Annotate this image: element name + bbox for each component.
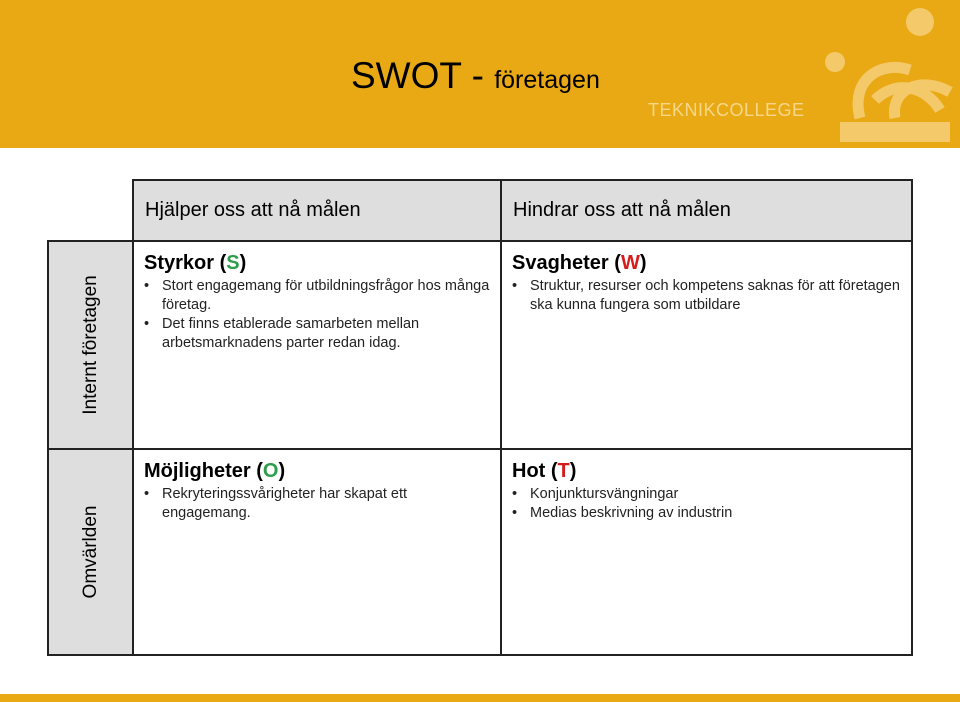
weaknesses-cell xyxy=(500,240,913,450)
weaknesses-letter: W xyxy=(620,252,640,274)
strengths-cell xyxy=(132,240,502,450)
list-item: • Struktur, resurser och kompetens saknas för att företagen ska kunna fungera som utbildare xyxy=(512,277,901,315)
list-item: • Rekryteringssvårigheter har skapat ett engagemang. xyxy=(144,485,490,523)
list-item: • Det finns etablerade samarbeten mellan arbetsmarknadens parter redan idag. xyxy=(144,315,490,353)
title-sub: företagen xyxy=(494,66,600,94)
strengths-title xyxy=(144,251,490,275)
list-item: • Konjunktursvängningar xyxy=(512,485,901,504)
weaknesses-title-post: ) xyxy=(639,252,647,274)
strengths-title-post: ) xyxy=(239,252,247,274)
opportunities-list xyxy=(144,485,490,523)
list-item: • Medias beskrivning av industrin xyxy=(512,504,901,523)
brand-text: TEKNIKCOLLEGE xyxy=(648,100,805,120)
strengths-list xyxy=(144,277,490,353)
opportunities-title-post: ) xyxy=(278,460,286,482)
strengths-letter: S xyxy=(226,252,240,274)
weaknesses-title-pre: Svagheter ( xyxy=(512,252,621,274)
column-header-hinders-label: Hindrar oss att nå målen xyxy=(513,199,731,221)
opportunities-cell xyxy=(132,448,502,656)
threats-title-post: ) xyxy=(569,460,577,482)
opportunities-title-pre: Möjligheter ( xyxy=(144,460,263,482)
strengths-title-pre: Styrkor ( xyxy=(144,252,227,274)
opportunities-title xyxy=(144,459,490,483)
list-item: • Stort engagemang för utbildningsfrågor hos många företag. xyxy=(144,277,490,315)
header-banner xyxy=(0,0,960,148)
footer-bar xyxy=(0,694,960,702)
threats-title-pre: Hot ( xyxy=(512,460,558,482)
column-header-hinders xyxy=(500,179,913,242)
opportunities-letter: O xyxy=(262,460,279,482)
weaknesses-list xyxy=(512,277,901,315)
slide-title xyxy=(351,55,600,97)
column-header-helps xyxy=(132,179,502,242)
row-header-internal-label: Internt företagen xyxy=(79,275,101,415)
title-main: SWOT - xyxy=(351,55,495,96)
row-header-external xyxy=(47,448,134,656)
threats-title xyxy=(512,459,901,483)
row-header-external-label: Omvärlden xyxy=(79,505,101,599)
teknikcollege-logo-icon xyxy=(800,0,960,148)
column-header-helps-label: Hjälper oss att nå målen xyxy=(145,199,361,221)
row-header-internal xyxy=(47,240,134,450)
threats-letter: T xyxy=(557,460,570,482)
weaknesses-title xyxy=(512,251,901,275)
threats-list xyxy=(512,485,901,523)
threats-cell xyxy=(500,448,913,656)
